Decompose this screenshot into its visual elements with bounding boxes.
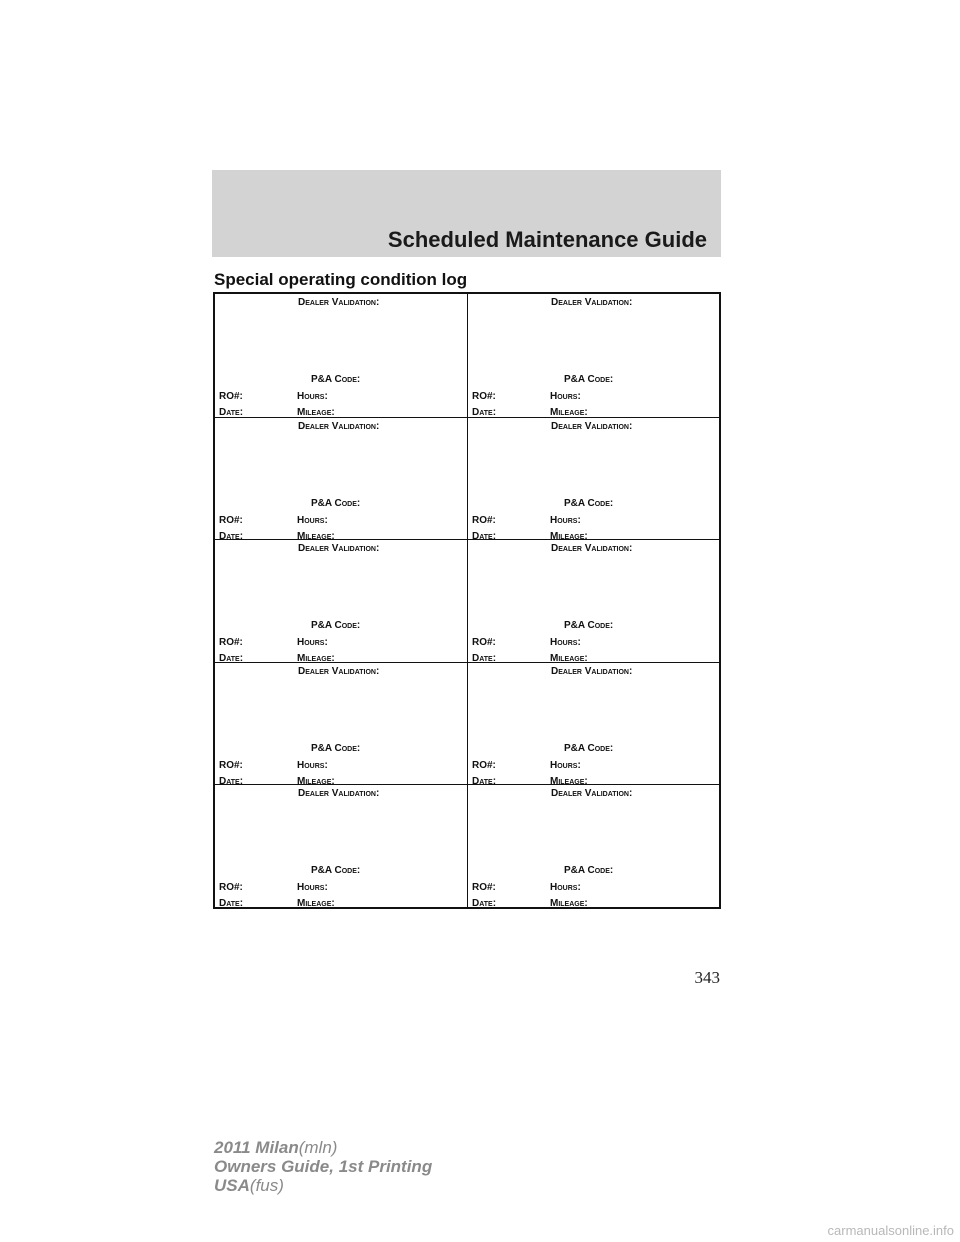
footer-line-2: Owners Guide, 1st Printing [214,1157,433,1176]
dealer-validation-label: Dealer Validation: [298,297,380,308]
log-entry-cell [215,539,467,665]
date-label: Date: [472,653,497,665]
section-title: Special operating condition log [214,270,468,289]
hours-label: Hours: [550,759,581,771]
dealer-validation-label: Dealer Validation: [551,297,633,308]
date-label: Date: [219,775,244,787]
mileage-label: Mileage: [297,653,335,665]
pa-code-label: P&A Code: [311,865,361,877]
hours-label: Hours: [297,882,328,894]
dealer-validation-label: Dealer Validation: [298,543,380,555]
ro-number-label: RO#: [219,637,243,649]
log-entry-cell [215,662,467,785]
ro-number-label: RO#: [219,514,243,526]
dealer-validation-label: Dealer Validation: [298,420,380,432]
hours-label: Hours: [550,637,581,649]
date-label: Date: [219,530,244,542]
footer-edition-info [214,1138,432,1195]
mileage-label: Mileage: [550,775,588,787]
pa-code-label: P&A Code: [564,742,614,754]
watermark: carmanualsonline.info [827,1223,954,1238]
pa-code-label: P&A Code: [564,374,614,385]
footer-line-1: 2011 Milan(mln) [214,1138,338,1157]
ro-number-label: RO#: [472,759,496,771]
page-header-title: Scheduled Maintenance Guide [387,227,707,252]
mileage-label: Mileage: [550,653,588,665]
ro-number-label: RO#: [472,514,496,526]
log-entry-cell [467,662,719,785]
ro-number-label: RO#: [219,882,243,894]
log-entry-cell [215,294,467,417]
hours-label: Hours: [297,759,328,771]
ro-number-label: RO#: [472,882,496,894]
date-label: Date: [472,530,497,542]
mileage-label: Mileage: [297,775,335,787]
date-label: Date: [219,898,244,910]
mileage-label: Mileage: [297,407,335,418]
log-entry-cell [215,417,467,540]
pa-code-label: P&A Code: [564,620,614,632]
ro-number-label: RO#: [219,759,243,771]
ro-number-label: RO#: [472,391,496,402]
dealer-validation-label: Dealer Validation: [551,420,633,432]
pa-code-label: P&A Code: [564,497,614,509]
mileage-label: Mileage: [297,898,335,910]
hours-label: Hours: [550,882,581,894]
footer-line-3: USA(fus) [214,1176,284,1195]
pa-code-label: P&A Code: [311,497,361,509]
ro-number-label: RO#: [472,637,496,649]
log-entry-cell [467,784,719,910]
date-label: Date: [219,653,244,665]
date-label: Date: [472,407,497,418]
dealer-validation-label: Dealer Validation: [298,788,380,800]
hours-label: Hours: [550,391,581,402]
hours-label: Hours: [297,391,328,402]
hours-label: Hours: [550,514,581,526]
hours-label: Hours: [297,514,328,526]
pa-code-label: P&A Code: [311,620,361,632]
log-entry-cell [467,539,719,665]
log-entry-cell [215,784,467,910]
mileage-label: Mileage: [550,898,588,910]
dealer-validation-label: Dealer Validation: [551,788,633,800]
log-entry-cell [467,417,719,540]
pa-code-label: P&A Code: [311,742,361,754]
hours-label: Hours: [297,637,328,649]
header-band [212,170,721,257]
dealer-validation-label: Dealer Validation: [551,543,633,555]
dealer-validation-label: Dealer Validation: [298,665,380,677]
date-label: Date: [472,775,497,787]
mileage-label: Mileage: [550,407,588,418]
ro-number-label: RO#: [219,391,243,402]
service-log-table [213,292,721,909]
dealer-validation-label: Dealer Validation: [551,665,633,677]
mileage-label: Mileage: [550,530,588,542]
pa-code-label: P&A Code: [564,865,614,877]
date-label: Date: [472,898,497,910]
date-label: Date: [219,407,244,418]
mileage-label: Mileage: [297,530,335,542]
pa-code-label: P&A Code: [311,374,361,385]
page-number: 343 [694,968,720,987]
log-entry-cell [467,294,719,417]
